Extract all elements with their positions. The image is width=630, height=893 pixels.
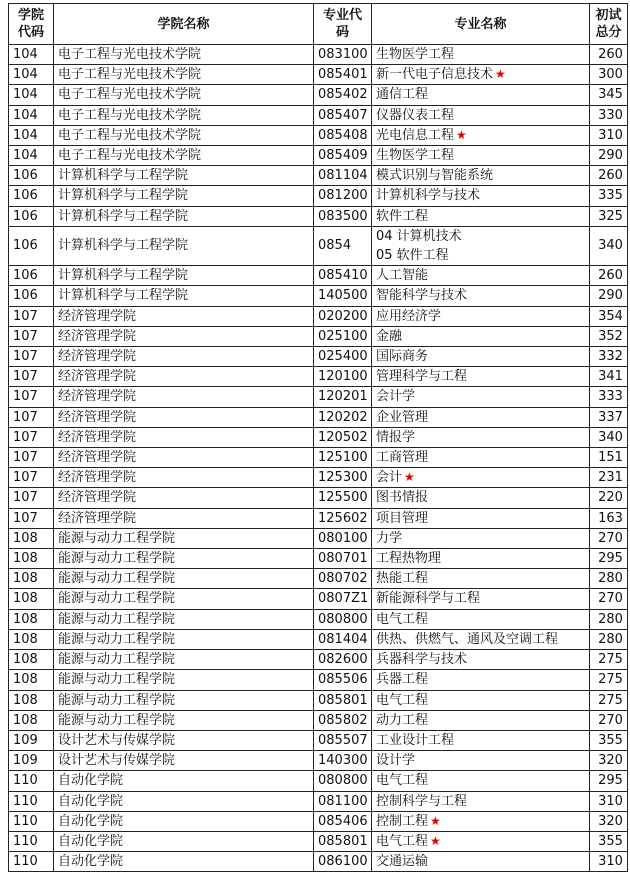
dept-code-cell: 106 [9, 206, 54, 226]
table-row [9, 508, 628, 528]
score-cell: 260 [590, 45, 628, 65]
major-code-cell: 082600 [314, 650, 372, 670]
score-cell: 280 [590, 609, 628, 629]
major-code-cell: 085409 [314, 146, 372, 166]
table-row [9, 670, 628, 690]
table-row [9, 730, 628, 750]
major-name-line: 04 计算机技术 [376, 228, 462, 244]
dept-code-cell: 108 [9, 549, 54, 569]
major-name-cell: 国际商务 [372, 347, 590, 367]
dept-name-cell: 设计艺术与传媒学院 [54, 730, 314, 750]
score-cell: 260 [590, 266, 628, 286]
dept-name-cell: 经济管理学院 [54, 468, 314, 488]
header-text: 总分 [595, 25, 622, 40]
score-cell: 340 [590, 427, 628, 447]
dept-name-cell: 计算机科学与工程学院 [54, 286, 314, 306]
major-code-cell: 085407 [314, 105, 372, 125]
dept-code-cell: 107 [9, 468, 54, 488]
major-name-cell: 人工智能 [372, 266, 590, 286]
major-code-cell: 120202 [314, 407, 372, 427]
header-text: 专业代 [322, 8, 362, 23]
score-cell: 280 [590, 569, 628, 589]
dept-code-cell: 108 [9, 629, 54, 649]
dept-name-cell: 能源与动力工程学院 [54, 549, 314, 569]
major-name-cell: 会计 ★ [372, 468, 590, 488]
dept-code-cell: 108 [9, 650, 54, 670]
dept-name-cell: 电子工程与光电技术学院 [54, 125, 314, 145]
table-row [9, 650, 628, 670]
major-name-cell: 交通运输 [372, 852, 590, 872]
score-cell: 354 [590, 306, 628, 326]
major-code-cell: 085801 [314, 690, 372, 710]
dept-code-cell: 108 [9, 690, 54, 710]
major-name-cell: 力学 [372, 528, 590, 548]
table-row [9, 831, 628, 851]
major-name-cell: 新一代电子信息技术 ★ [372, 65, 590, 85]
major-code-cell: 080800 [314, 771, 372, 791]
dept-code-cell: 110 [9, 771, 54, 791]
score-cell: 332 [590, 347, 628, 367]
major-name-cell: 金融 [372, 326, 590, 346]
score-cell: 300 [590, 65, 628, 85]
major-name-cell: 管理科学与工程 [372, 367, 590, 387]
dept-code-cell: 107 [9, 407, 54, 427]
dept-code-cell: 104 [9, 45, 54, 65]
score-table [8, 3, 628, 872]
dept-code-cell: 107 [9, 347, 54, 367]
major-code-cell: 085402 [314, 85, 372, 105]
score-cell: 335 [590, 186, 628, 206]
dept-code-cell: 107 [9, 387, 54, 407]
major-code-cell: 125602 [314, 508, 372, 528]
table-row [9, 125, 628, 145]
table-row [9, 427, 628, 447]
dept-name-cell: 能源与动力工程学院 [54, 710, 314, 730]
major-code-cell: 0854 [314, 226, 372, 265]
score-cell: 337 [590, 407, 628, 427]
table-row [9, 146, 628, 166]
major-name-cell: 电气工程 [372, 690, 590, 710]
dept-name-cell: 经济管理学院 [54, 306, 314, 326]
table-row [9, 710, 628, 730]
star-icon: ★ [430, 813, 441, 828]
score-cell: 151 [590, 448, 628, 468]
dept-name-cell: 电子工程与光电技术学院 [54, 65, 314, 85]
score-cell: 270 [590, 528, 628, 548]
table-row [9, 407, 628, 427]
major-code-cell: 081200 [314, 186, 372, 206]
major-name-cell: 仪器仪表工程 [372, 105, 590, 125]
table-row [9, 549, 628, 569]
table-row [9, 347, 628, 367]
major-code-cell: 086100 [314, 852, 372, 872]
major-code-cell: 081104 [314, 166, 372, 186]
major-code-cell: 140300 [314, 751, 372, 771]
table-row [9, 852, 628, 872]
score-cell: 355 [590, 730, 628, 750]
score-cell: 270 [590, 710, 628, 730]
table-row [9, 690, 628, 710]
dept-code-cell: 110 [9, 852, 54, 872]
major-name-cell: 供热、供燃气、通风及空调工程 [372, 629, 590, 649]
dept-name-cell: 经济管理学院 [54, 387, 314, 407]
major-name-cell: 光电信息工程 ★ [372, 125, 590, 145]
table-row [9, 791, 628, 811]
score-cell: 345 [590, 85, 628, 105]
table-row [9, 206, 628, 226]
score-cell: 163 [590, 508, 628, 528]
dept-name-cell: 计算机科学与工程学院 [54, 226, 314, 265]
dept-code-cell: 104 [9, 105, 54, 125]
table-row [9, 306, 628, 326]
score-cell: 231 [590, 468, 628, 488]
star-icon: ★ [430, 833, 441, 848]
score-cell: 325 [590, 206, 628, 226]
dept-code-cell: 107 [9, 306, 54, 326]
star-icon: ★ [404, 470, 415, 485]
score-cell: 290 [590, 146, 628, 166]
major-name-cell: 热能工程 [372, 569, 590, 589]
major-code-cell: 081100 [314, 791, 372, 811]
header-dept-code [9, 4, 54, 45]
header-text: 学院名称 [157, 16, 210, 32]
major-name-cell: 生物医学工程 [372, 45, 590, 65]
score-cell: 340 [590, 226, 628, 265]
major-code-cell: 120100 [314, 367, 372, 387]
major-name-cell: 模式识别与智能系统 [372, 166, 590, 186]
major-name-cell: 工业设计工程 [372, 730, 590, 750]
header-row [9, 4, 628, 45]
major-name-cell: 控制科学与工程 [372, 791, 590, 811]
dept-name-cell: 经济管理学院 [54, 508, 314, 528]
major-name-cell: 企业管理 [372, 407, 590, 427]
score-cell: 310 [590, 125, 628, 145]
table-row [9, 528, 628, 548]
dept-name-cell: 经济管理学院 [54, 407, 314, 427]
table-row [9, 326, 628, 346]
dept-name-cell: 经济管理学院 [54, 427, 314, 447]
major-code-cell: 080800 [314, 609, 372, 629]
major-code-cell: 125100 [314, 448, 372, 468]
dept-name-cell: 电子工程与光电技术学院 [54, 105, 314, 125]
dept-name-cell: 能源与动力工程学院 [54, 670, 314, 690]
major-code-cell: 085406 [314, 811, 372, 831]
dept-code-cell: 108 [9, 670, 54, 690]
table-row [9, 811, 628, 831]
table-row [9, 186, 628, 206]
dept-name-cell: 经济管理学院 [54, 367, 314, 387]
header-score [590, 4, 628, 45]
dept-name-cell: 能源与动力工程学院 [54, 589, 314, 609]
major-code-cell: 120502 [314, 427, 372, 447]
table-body [9, 45, 628, 872]
dept-code-cell: 107 [9, 427, 54, 447]
major-code-cell: 125500 [314, 488, 372, 508]
dept-code-cell: 110 [9, 811, 54, 831]
major-name-cell: 设计学 [372, 751, 590, 771]
major-code-cell: 025400 [314, 347, 372, 367]
dept-name-cell: 经济管理学院 [54, 347, 314, 367]
header-dept-name [54, 4, 314, 45]
major-name-cell: 图书情报 [372, 488, 590, 508]
score-cell: 310 [590, 852, 628, 872]
major-code-cell: 0807Z1 [314, 589, 372, 609]
table-row [9, 629, 628, 649]
dept-code-cell: 107 [9, 326, 54, 346]
major-code-cell: 140500 [314, 286, 372, 306]
dept-code-cell: 108 [9, 589, 54, 609]
major-name-cell: 通信工程 [372, 85, 590, 105]
dept-code-cell: 107 [9, 448, 54, 468]
major-name-cell: 项目管理 [372, 508, 590, 528]
major-name-cell: 动力工程 [372, 710, 590, 730]
table-row [9, 589, 628, 609]
dept-name-cell: 自动化学院 [54, 771, 314, 791]
dept-code-cell: 108 [9, 710, 54, 730]
score-cell: 295 [590, 771, 628, 791]
score-cell: 330 [590, 105, 628, 125]
major-name-cell: 计算机科学与技术 [372, 186, 590, 206]
score-cell: 275 [590, 650, 628, 670]
major-name-cell [372, 226, 590, 265]
major-name-cell: 应用经济学 [372, 306, 590, 326]
dept-code-cell: 108 [9, 569, 54, 589]
score-cell: 310 [590, 791, 628, 811]
score-cell: 260 [590, 166, 628, 186]
dept-name-cell: 自动化学院 [54, 852, 314, 872]
major-name-cell: 电气工程 [372, 609, 590, 629]
dept-code-cell: 110 [9, 831, 54, 851]
table-row [9, 286, 628, 306]
major-code-cell: 085802 [314, 710, 372, 730]
table-row [9, 105, 628, 125]
major-code-cell: 020200 [314, 306, 372, 326]
table-row [9, 751, 628, 771]
dept-code-cell: 104 [9, 146, 54, 166]
header-major-code [314, 4, 372, 45]
score-cell: 290 [590, 286, 628, 306]
dept-name-cell: 能源与动力工程学院 [54, 528, 314, 548]
dept-name-cell: 电子工程与光电技术学院 [54, 85, 314, 105]
major-name-cell: 电气工程 [372, 771, 590, 791]
score-cell: 352 [590, 326, 628, 346]
major-code-cell: 083100 [314, 45, 372, 65]
major-code-cell: 085506 [314, 670, 372, 690]
score-cell: 320 [590, 811, 628, 831]
header-text: 学院 [17, 8, 44, 23]
major-name-cell: 工商管理 [372, 448, 590, 468]
score-cell: 320 [590, 751, 628, 771]
major-code-cell: 085401 [314, 65, 372, 85]
table-row [9, 488, 628, 508]
major-name-cell: 兵器工程 [372, 670, 590, 690]
dept-code-cell: 104 [9, 125, 54, 145]
score-cell: 220 [590, 488, 628, 508]
major-code-cell: 080100 [314, 528, 372, 548]
header-major-name [372, 4, 590, 45]
major-name-cell: 智能科学与技术 [372, 286, 590, 306]
table-row [9, 266, 628, 286]
table-row [9, 387, 628, 407]
dept-name-cell: 经济管理学院 [54, 448, 314, 468]
header-text: 初试 [595, 8, 622, 23]
major-name-cell: 软件工程 [372, 206, 590, 226]
dept-code-cell: 104 [9, 65, 54, 85]
major-name-cell: 新能源科学与工程 [372, 589, 590, 609]
dept-code-cell: 109 [9, 751, 54, 771]
major-name-cell: 情报学 [372, 427, 590, 447]
header-text: 专业名称 [454, 16, 507, 32]
dept-code-cell: 104 [9, 85, 54, 105]
major-name-cell: 生物医学工程 [372, 146, 590, 166]
major-name-cell: 兵器科学与技术 [372, 650, 590, 670]
dept-name-cell: 计算机科学与工程学院 [54, 206, 314, 226]
score-cell: 341 [590, 367, 628, 387]
dept-code-cell: 110 [9, 791, 54, 811]
dept-code-cell: 107 [9, 367, 54, 387]
dept-code-cell: 109 [9, 730, 54, 750]
dept-name-cell: 经济管理学院 [54, 488, 314, 508]
dept-code-cell: 106 [9, 266, 54, 286]
dept-name-cell: 计算机科学与工程学院 [54, 166, 314, 186]
star-icon: ★ [456, 127, 467, 142]
major-name-line: 05 软件工程 [376, 248, 449, 264]
dept-name-cell: 能源与动力工程学院 [54, 650, 314, 670]
table-row [9, 569, 628, 589]
dept-name-cell: 电子工程与光电技术学院 [54, 146, 314, 166]
dept-name-cell: 计算机科学与工程学院 [54, 186, 314, 206]
dept-name-cell: 自动化学院 [54, 791, 314, 811]
table-row [9, 468, 628, 488]
table-row [9, 166, 628, 186]
dept-code-cell: 107 [9, 508, 54, 528]
table-row [9, 771, 628, 791]
table-row [9, 226, 628, 265]
table-row [9, 448, 628, 468]
major-code-cell: 120201 [314, 387, 372, 407]
major-code-cell: 125300 [314, 468, 372, 488]
table-row [9, 85, 628, 105]
major-code-cell: 085801 [314, 831, 372, 851]
dept-name-cell: 能源与动力工程学院 [54, 609, 314, 629]
dept-name-cell: 能源与动力工程学院 [54, 629, 314, 649]
dept-name-cell: 能源与动力工程学院 [54, 690, 314, 710]
dept-name-cell: 自动化学院 [54, 811, 314, 831]
major-name-cell: 电气工程 ★ [372, 831, 590, 851]
score-cell: 295 [590, 549, 628, 569]
table-row [9, 45, 628, 65]
dept-name-cell: 计算机科学与工程学院 [54, 266, 314, 286]
score-cell: 280 [590, 629, 628, 649]
major-code-cell: 085507 [314, 730, 372, 750]
major-name-cell: 控制工程 ★ [372, 811, 590, 831]
dept-code-cell: 106 [9, 226, 54, 265]
dept-code-cell: 107 [9, 488, 54, 508]
dept-name-cell: 电子工程与光电技术学院 [54, 45, 314, 65]
dept-name-cell: 经济管理学院 [54, 326, 314, 346]
star-icon: ★ [495, 67, 506, 82]
header-text: 码 [335, 25, 349, 40]
dept-code-cell: 106 [9, 166, 54, 186]
major-name-cell: 会计学 [372, 387, 590, 407]
table-row [9, 65, 628, 85]
header-text: 代码 [17, 25, 44, 40]
dept-name-cell: 能源与动力工程学院 [54, 569, 314, 589]
dept-code-cell: 106 [9, 286, 54, 306]
dept-name-cell: 自动化学院 [54, 831, 314, 851]
score-cell: 275 [590, 690, 628, 710]
major-code-cell: 080702 [314, 569, 372, 589]
score-cell: 355 [590, 831, 628, 851]
major-code-cell: 083500 [314, 206, 372, 226]
score-cell: 270 [590, 589, 628, 609]
dept-code-cell: 108 [9, 609, 54, 629]
score-cell: 275 [590, 670, 628, 690]
major-code-cell: 081404 [314, 629, 372, 649]
dept-code-cell: 108 [9, 528, 54, 548]
dept-name-cell: 设计艺术与传媒学院 [54, 751, 314, 771]
major-code-cell: 080701 [314, 549, 372, 569]
score-cell: 333 [590, 387, 628, 407]
major-name-cell: 工程热物理 [372, 549, 590, 569]
major-code-cell: 085408 [314, 125, 372, 145]
major-code-cell: 025100 [314, 326, 372, 346]
major-code-cell: 085410 [314, 266, 372, 286]
table-row [9, 367, 628, 387]
table-row [9, 609, 628, 629]
dept-code-cell: 106 [9, 186, 54, 206]
